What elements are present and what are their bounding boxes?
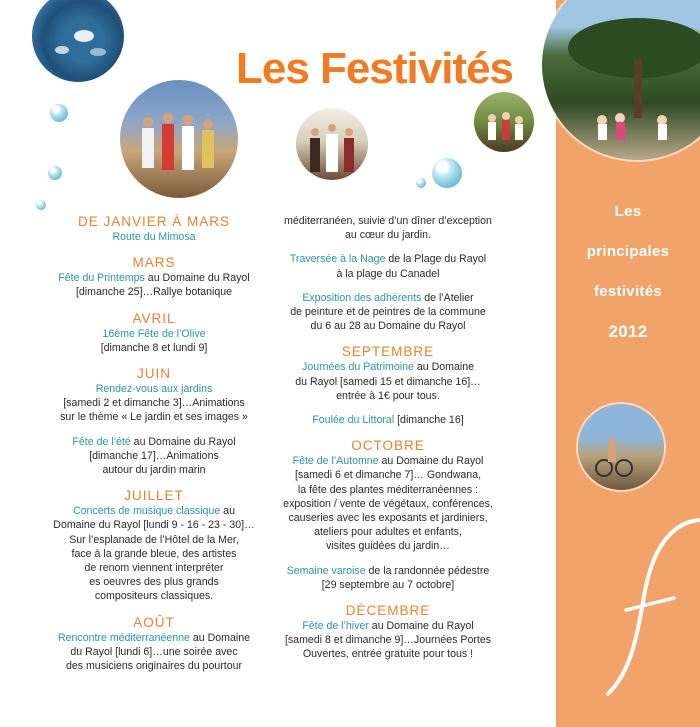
event-name: 16ème Fête de l’Olive: [102, 327, 206, 340]
band-title: [556, 192, 700, 352]
month-heading: JUIN: [137, 366, 171, 382]
event-detail: la fête des plantes méditerranéennes :: [297, 483, 479, 496]
event-line: [40, 410, 268, 424]
event-detail: de l’Atelier: [421, 291, 474, 304]
event-detail: de peinture et de peintres de la commune: [290, 306, 486, 319]
event-name: Fête de l’été: [72, 435, 131, 448]
page-title: Les Festivités: [236, 44, 514, 93]
photo-cyclists: [578, 404, 664, 490]
event-line: [282, 647, 494, 661]
event-line: [40, 589, 268, 603]
event-detail: au: [220, 505, 235, 518]
month-heading: AVRIL: [132, 310, 176, 326]
event-line: [40, 382, 268, 396]
event-line: [40, 575, 268, 589]
event-line: [40, 271, 268, 285]
event-detail: autour du jardin marin: [102, 464, 206, 477]
decor-script-f-icon: [600, 506, 700, 706]
event-line: [40, 449, 268, 463]
event-detail: ateliers pour adultes et enfants,: [314, 526, 462, 539]
photo-swimmers: [32, 0, 124, 82]
band-line-3: festivités: [593, 283, 663, 300]
event-name: Fête de l’Automne: [292, 455, 379, 468]
event-detail: [dimanche 17]…Animations: [89, 449, 219, 462]
band-line-1: Les: [614, 203, 642, 220]
decor-bubble: [36, 200, 46, 210]
band-year: 2012: [608, 322, 648, 341]
event-detail: Domaine du Rayol [lundi 9 - 16 - 23 - 30]…: [53, 519, 255, 532]
band-line-2: principales: [586, 243, 670, 260]
photo-costumed-musicians: [120, 80, 238, 198]
event-detail: es oeuvres des plus grands: [89, 576, 219, 589]
event-line: [282, 360, 494, 374]
event-line: [40, 518, 268, 532]
event-line: [40, 561, 268, 575]
event-line: [40, 659, 268, 673]
event-line: [282, 633, 494, 647]
event-line: [282, 252, 494, 266]
event-detail: du 6 au 28 au Domaine du Rayol: [310, 320, 466, 333]
event-name: Journées du Patrimoine: [302, 361, 414, 374]
event-name: Fête de l’hiver: [302, 620, 369, 633]
event-line: [282, 319, 494, 333]
event-detail: au Domaine: [413, 361, 474, 374]
event-line: [282, 511, 494, 525]
event-line: [282, 578, 494, 592]
month-heading: JUILLET: [124, 488, 184, 504]
event-name: Concerts de musique classique: [73, 505, 221, 518]
spacer: [40, 425, 268, 435]
event-detail: [samedi 2 et dimanche 3]…Animations: [63, 397, 245, 410]
event-line: [282, 375, 494, 389]
event-detail: Ouvertes, entrée gratuite pour tous !: [302, 648, 474, 661]
month-heading: DÉCEMBRE: [345, 603, 431, 619]
event-line: [282, 305, 494, 319]
event-name: Exposition des adhérents: [302, 291, 422, 304]
event-line: [40, 631, 268, 645]
event-detail: au Domaine du Rayol: [378, 455, 484, 468]
event-line: [40, 463, 268, 477]
event-detail: sur le thème « Le jardin et ses images »: [60, 411, 248, 424]
event-detail: [dimanche 8 et lundi 9]: [100, 341, 208, 354]
event-detail: au Domaine du Rayol: [368, 620, 474, 633]
event-name: Traversée à la Nage: [289, 253, 386, 266]
event-detail: de renom viennent interpréter: [84, 562, 224, 575]
month-heading: DE JANVIER À MARS: [77, 214, 231, 229]
event-detail: visites guidées du jardin…: [326, 540, 450, 553]
month-heading: OCTOBRE: [351, 438, 425, 454]
decor-bubble: [432, 158, 462, 188]
event-detail: [samedi 6 et dimanche 7]… Gondwana,: [294, 469, 482, 482]
event-line: [282, 267, 494, 281]
events-column-right: [282, 214, 494, 662]
event-name: Semaine varoise: [286, 564, 366, 577]
events-column-left: [40, 214, 268, 673]
event-line: [40, 327, 268, 341]
event-detail: exposition / vente de végétaux, conférences,: [283, 497, 493, 510]
event-detail: causeries avec les exposants et jardiniers,: [288, 512, 488, 525]
event-line: [282, 389, 494, 403]
photo-group: [474, 92, 534, 152]
event-detail: [29 septembre au 7 octobre]: [321, 578, 455, 591]
event-detail: entrée à 1€ pour tous.: [336, 389, 440, 402]
event-line: [40, 533, 268, 547]
event-name: Rencontre méditerranéenne: [58, 631, 190, 644]
event-detail: au cœur du jardin.: [345, 229, 431, 242]
event-name: Fête du Printemps: [58, 272, 145, 285]
event-detail: des musiciens originaires du pourtour: [65, 660, 243, 673]
event-line: [40, 396, 268, 410]
event-detail: de la Plage du Rayol: [385, 253, 487, 266]
event-line: [282, 525, 494, 539]
spacer: [282, 281, 494, 291]
event-detail: au Domaine du Rayol: [144, 272, 250, 285]
event-line: [282, 564, 494, 578]
event-line: [282, 413, 494, 427]
spacer: [282, 554, 494, 564]
event-line: [282, 454, 494, 468]
decor-bubble: [48, 166, 62, 180]
event-line: [282, 468, 494, 482]
event-detail: [dimanche 25]…Rallye botanique: [75, 286, 233, 299]
event-detail: au Domaine: [189, 631, 250, 644]
event-detail: méditerranéen, suivie d’un dîner d’exception: [284, 215, 492, 227]
event-line: [40, 504, 268, 518]
event-line: [282, 228, 494, 242]
spacer: [282, 242, 494, 252]
event-name: Route du Mimosa: [112, 231, 196, 243]
event-detail: du Rayol [lundi 6]…une soirée avec: [70, 645, 238, 658]
event-detail: compositeurs classiques.: [94, 590, 214, 603]
event-detail: [dimanche 16]: [394, 414, 464, 427]
event-detail: [samedi 8 et dimanche 9]…Journées Portes: [284, 634, 492, 647]
event-detail: au Domaine du Rayol: [130, 435, 236, 448]
event-line: [40, 230, 268, 244]
event-line: [40, 285, 268, 299]
spacer: [282, 403, 494, 413]
decor-bubble: [50, 104, 68, 122]
decor-bubble: [416, 178, 426, 188]
event-line: [282, 214, 494, 228]
event-line: [40, 435, 268, 449]
event-name: Foulée du Littoral: [312, 414, 395, 427]
event-line: [282, 483, 494, 497]
event-line: [282, 619, 494, 633]
event-detail: de la randonnée pédestre: [365, 564, 490, 577]
event-detail: Sur l’esplanade de l’Hôtel de la Mer,: [69, 533, 239, 546]
event-detail: du Rayol [samedi 15 et dimanche 16]…: [295, 375, 481, 388]
event-line: [40, 645, 268, 659]
event-detail: face à la grande bleue, des artistes: [71, 547, 237, 560]
event-line: [282, 539, 494, 553]
event-line: [40, 341, 268, 355]
month-heading: SEPTEMBRE: [341, 344, 435, 360]
event-detail: à la plage du Canadel: [336, 267, 440, 280]
event-line: [282, 291, 494, 305]
month-heading: AOÛT: [133, 614, 175, 630]
month-heading: MARS: [132, 255, 176, 271]
event-name: Rendez-vous aux jardins: [95, 383, 213, 396]
photo-olive-fest: [296, 108, 368, 180]
event-line: [282, 497, 494, 511]
event-line: [40, 547, 268, 561]
